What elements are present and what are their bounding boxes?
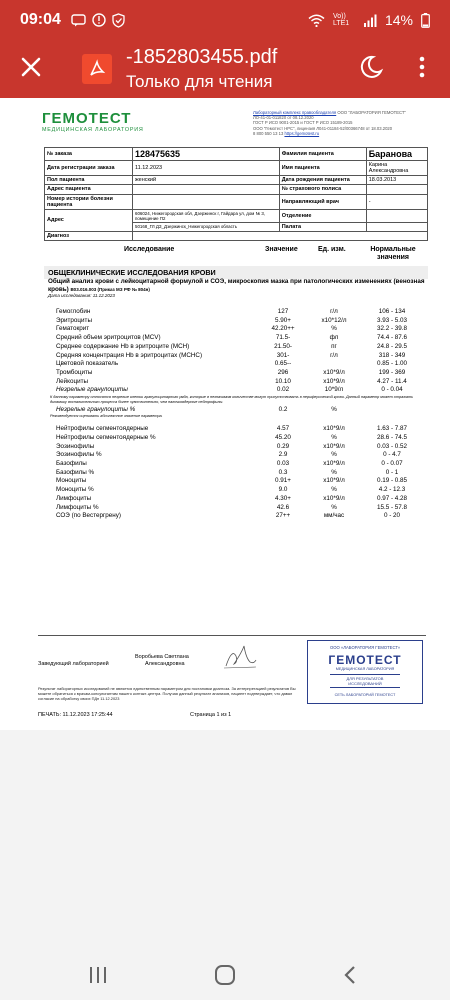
result-value: 296 (277, 368, 289, 376)
result-value: 0.03 (276, 460, 290, 467)
license-org: ООО "ЛАБОРАТОРИЯ ГЕМОТЕСТ" (337, 110, 406, 115)
shield-check-icon (112, 13, 125, 28)
result-name: Эритроциты (56, 316, 92, 324)
result-row (44, 434, 428, 443)
result-unit: х10*12/л (321, 316, 347, 324)
disclaimer: Результат лабораторных исследований не является единственным параметром для постановки диагноза. За интерпретацией результатов Вы можете обратиться к врачам-консультантам нашего контакт-центра. Получая данный результат анализов, пациент подтверждает, что давал согласие на обработку своих ПДн 11.12.2023 (38, 686, 296, 701)
result-name: Средняя концентрация Hb в эритроцитах (MCHC) (56, 351, 203, 359)
result-name: Средний объем эритроцитов (MCV) (56, 334, 161, 342)
stamp-line4: ДЛЯ РЕЗУЛЬТАТОВ ИССЛЕДОВАНИЙ (330, 674, 400, 688)
result-reference: 0 - 1 (385, 468, 399, 476)
close-icon[interactable] (20, 56, 42, 78)
result-unit: % (331, 468, 337, 476)
result-row (44, 469, 428, 478)
result-name: Нейтрофилы сегментоядерные (56, 425, 149, 433)
result-reference: 3.93 - 5.03 (376, 316, 408, 324)
result-value: 0.65-- (274, 360, 292, 368)
result-unit: фл (329, 334, 339, 342)
analysis-ref: B03.016.003 (Приказ МЗ РФ № 804н) (70, 286, 150, 292)
sex-value: женский (133, 176, 280, 185)
birth-label: Дата рождения пациента (279, 176, 366, 185)
back-icon[interactable] (342, 964, 358, 986)
result-name: Базофилы (56, 460, 87, 467)
system-nav-bar (0, 950, 450, 1000)
result-row (44, 477, 428, 486)
result-unit: % (331, 503, 337, 511)
history-label: Номер истории болезни пациента (45, 194, 133, 209)
result-value: 0.2 (278, 405, 288, 413)
license-line3: ГОСТ Р ИСО 9001-2015 и ГОСТ Р ИСО 15189-2015 (253, 120, 353, 126)
result-reference: 199 - 369 (378, 368, 406, 376)
result-unit: х10*9/л (323, 477, 345, 485)
battery-percent: 14% (384, 12, 413, 28)
result-name: Гематокрит (56, 325, 90, 333)
dept-label: Отделение (279, 209, 366, 222)
status-time: 09:04 (20, 11, 61, 28)
app-bar (0, 40, 450, 98)
section-title: ОБЩЕКЛИНИЧЕСКИЕ ИССЛЕДОВАНИЯ КРОВИ (44, 266, 428, 279)
result-reference: 0 - 0.07 (381, 460, 403, 467)
birth-value: 18.03.2013 (366, 176, 427, 185)
stamp-line1: ООО «ЛАБОРАТОРИЯ ГЕМОТЕСТ» (329, 645, 401, 650)
analysis-date: Дата исследования: 11.12.2023 (48, 293, 115, 298)
lab-address-label: Адрес (45, 209, 133, 231)
result-name: Гемоглобин (56, 308, 91, 315)
result-row (44, 443, 428, 452)
result-reference: 15.5 - 57.8 (376, 503, 408, 511)
result-reference: 24.8 - 29.5 (376, 342, 408, 350)
order-label: № заказа (45, 148, 133, 161)
result-unit: х10*9/л (323, 442, 345, 450)
history-value (133, 194, 280, 209)
result-reference: 0.03 - 0.52 (376, 442, 408, 450)
result-value: 301- (276, 351, 290, 359)
sex-label: Пол пациента (45, 176, 133, 185)
result-name: Нейтрофилы сегментоядерные % (56, 433, 156, 441)
result-value: 27++ (275, 512, 291, 520)
result-value: 0.02 (276, 386, 290, 394)
pdf-file-icon (82, 54, 112, 84)
result-name: Лимфоциты (56, 494, 92, 502)
result-row (44, 343, 428, 352)
ward-value (366, 222, 427, 231)
result-name: Моноциты % (56, 486, 94, 494)
lab-stamp (307, 640, 423, 704)
alert-icon (92, 13, 106, 27)
result-name: Незрелые гранулоциты (56, 386, 128, 394)
result-row (44, 386, 428, 395)
result-reference: 28.6 - 74.5 (376, 433, 408, 441)
result-value: 5.90+ (275, 316, 291, 324)
result-unit: % (331, 405, 337, 413)
result-value: 9.0 (278, 486, 288, 494)
result-reference: 32.2 - 39.8 (376, 325, 408, 333)
result-value: 127 (277, 308, 289, 315)
result-row (44, 334, 428, 343)
dept-value (366, 209, 427, 222)
result-name: Незрелые гранулоциты % (56, 405, 136, 413)
signature-person-line2: Александровна (145, 661, 185, 667)
result-name: Эозинофилы (56, 442, 95, 450)
result-unit: х10*9/л (323, 460, 345, 467)
reg-date-label: Дата регистрации заказа (45, 161, 133, 176)
analysis-header (48, 278, 428, 299)
result-name: Лейкоциты (56, 377, 89, 385)
signature-person-line1: Воробьева Светлана (135, 654, 189, 660)
diagnosis-label: Диагноз (45, 231, 133, 240)
result-unit: х10*9/л (323, 425, 345, 433)
result-value: 0.3 (278, 468, 288, 476)
result-reference: 0 - 0.04 (381, 386, 403, 394)
result-row (44, 504, 428, 513)
result-unit: х10*9/л (323, 377, 345, 385)
result-row (44, 425, 428, 434)
result-value: 71.5- (275, 334, 291, 342)
result-unit: % (331, 486, 337, 494)
result-row (44, 369, 428, 378)
result-value: 42.6 (276, 503, 290, 511)
status-notification-icons (71, 13, 125, 28)
stamp-line2: ГЕМОТЕСТ (328, 653, 402, 667)
volte-label: Vo)) LTE1 (332, 13, 350, 27)
license-site-link[interactable]: https://gemotest.ru (284, 130, 320, 136)
result-value: 21.50- (274, 342, 292, 350)
doctor-label: Направляющий врач (279, 194, 366, 209)
status-bar (0, 0, 450, 40)
home-icon[interactable] (214, 964, 236, 986)
result-unit: пг (331, 342, 337, 350)
recent-apps-icon[interactable] (88, 964, 108, 986)
night-mode-icon[interactable] (358, 54, 384, 80)
message-icon (71, 14, 86, 27)
result-unit: х10*9/л (323, 368, 345, 376)
result-row (44, 512, 428, 521)
print-timestamp: ПЕЧАТЬ: 11.12.2023 17:25:44 (38, 712, 113, 718)
col-norm: Нормальные значения (370, 246, 416, 261)
result-reference: 0 - 4.7 (383, 451, 401, 459)
col-value: Значение (265, 246, 298, 253)
result-value: 4.30+ (275, 494, 291, 502)
result-row (44, 460, 428, 469)
signal-icon (363, 14, 377, 27)
result-reference: 318 - 349 (378, 351, 406, 359)
result-unit: х10*9/л (323, 494, 345, 502)
diagnosis-value (133, 231, 428, 240)
signature-role: Заведующий лабораторией (38, 661, 109, 667)
pdf-page[interactable] (0, 98, 450, 730)
result-name: СОЭ (по Вестергрену) (56, 512, 122, 520)
result-row (44, 451, 428, 460)
wifi-icon (308, 14, 325, 27)
result-row (44, 378, 428, 387)
read-only-label: Только для чтения (126, 72, 273, 91)
result-reference: 4.2 - 12.3 (378, 486, 406, 494)
lab-address-value: 606024, Нижегородская обл, Дзержинск г, Гайдара ул, дом № 3, помещение П2 (133, 209, 280, 222)
result-reference: 106 - 134 (378, 308, 406, 315)
result-name: Лимфоциты % (56, 503, 99, 511)
result-value: 0.91+ (275, 477, 291, 485)
analysis-title: Общий анализ крови с лейкоцитарной формулой и СОЭ, микроскопия мазка при патологических изменениях (венозная кровь) (48, 278, 425, 293)
result-reference: 0.85 - 1.00 (376, 360, 408, 368)
result-note: К данному параметру относятся незрелые клетки гранулоцитарного ряда, которые в незначимом количестве могут присутствовать в периферической крови. Данный параметр может отражать динамику воспалительного процесса более чувствительно, чем палочкоядерные нейтрофилы. (50, 395, 414, 404)
order-value: 128475635 (133, 148, 280, 161)
lab-logo-name: ГЕМОТЕСТ (42, 110, 132, 127)
document-title: -1852803455.pdf (126, 46, 278, 68)
result-unit: 10*9/л (324, 386, 344, 394)
patient-address-value (133, 185, 280, 194)
lastname-label: Фамилия пациента (279, 148, 366, 161)
result-unit: мм/час (323, 512, 345, 520)
result-reference: 74.4 - 87.6 (376, 334, 408, 342)
result-reference: 1.63 - 7.87 (376, 425, 408, 433)
patient-info-table (44, 147, 428, 241)
result-name: Эозинофилы % (56, 451, 102, 459)
license-line4: ООО "Гемотест НРС", лицензия Л041-01184-52/00366748 от 18.03.2020 (253, 125, 393, 131)
more-options-icon[interactable] (418, 54, 426, 80)
result-note: Рекомендуется оценивать абсолютное значение параметра. (50, 414, 163, 419)
result-row (44, 360, 428, 369)
result-row (44, 486, 428, 495)
result-name: Базофилы % (56, 468, 95, 476)
result-name: Моноциты (56, 477, 87, 485)
lab-code-value: 50168_ГЛ ДЗ_Дзержинск_Нижегородская область (133, 222, 280, 231)
result-value: 42.20++ (271, 325, 295, 333)
battery-icon (421, 13, 430, 28)
lab-logo (42, 110, 144, 133)
doctor-value: - (366, 194, 427, 209)
signature-divider (38, 635, 426, 636)
license-phone: 8 800 550 13 13 (253, 130, 284, 136)
result-value: 10.10 (275, 377, 291, 385)
result-name: Среднее содержание Hb в эритроците (MCH) (56, 342, 190, 350)
stamp-line3: МЕДИЦИНСКАЯ ЛАБОРАТОРИЯ (335, 667, 395, 671)
result-unit: % (331, 451, 337, 459)
result-value: 45.20 (275, 433, 291, 441)
license-link[interactable]: Лабораторный комплекс правообладателя (253, 110, 337, 115)
status-system-icons (308, 12, 430, 28)
result-row (44, 308, 428, 317)
result-row (44, 495, 428, 504)
result-reference: 0.19 - 0.85 (376, 477, 408, 485)
result-unit: г/л (330, 308, 338, 315)
name-value: Карина Александровна (366, 161, 427, 176)
result-row (44, 406, 428, 415)
result-value: 0.29 (276, 442, 290, 450)
license-line2: ЛО-41-01-011820 от 08.12.2020 (253, 115, 314, 121)
ward-label: Палата (279, 222, 366, 231)
handwritten-signature (222, 644, 258, 670)
stamp-line5: СЕТЬ ЛАБОРАТОРИЙ ГЕМОТЕСТ (334, 693, 396, 697)
page-number: Страница 1 из 1 (190, 712, 232, 718)
result-value: 4.57 (276, 425, 290, 433)
result-unit: % (331, 325, 337, 333)
insurance-value (366, 185, 427, 194)
insurance-label: № страхового полиса (279, 185, 366, 194)
reg-date-value: 11.12.2023 (133, 161, 280, 176)
result-unit: % (331, 433, 337, 441)
license-info (253, 110, 423, 136)
result-value: 2.9 (278, 451, 288, 459)
lastname-value: Баранова (366, 148, 427, 161)
result-reference: 0 - 20 (383, 512, 401, 520)
result-unit: г/л (330, 351, 338, 359)
lab-logo-tagline: МЕДИЦИНСКАЯ ЛАБОРАТОРИЯ (42, 127, 144, 133)
result-row (44, 317, 428, 326)
result-name: Тромбоциты (56, 368, 93, 376)
patient-address-label: Адрес пациента (45, 185, 133, 194)
result-reference: 4.27 - 11.4 (377, 377, 407, 385)
col-study: Исследование (124, 246, 175, 253)
name-label: Имя пациента (279, 161, 366, 176)
result-reference: 0.97 - 4.28 (376, 494, 408, 502)
result-name: Цветовой показатель (56, 360, 119, 368)
col-unit: Ед. изм. (318, 246, 346, 253)
